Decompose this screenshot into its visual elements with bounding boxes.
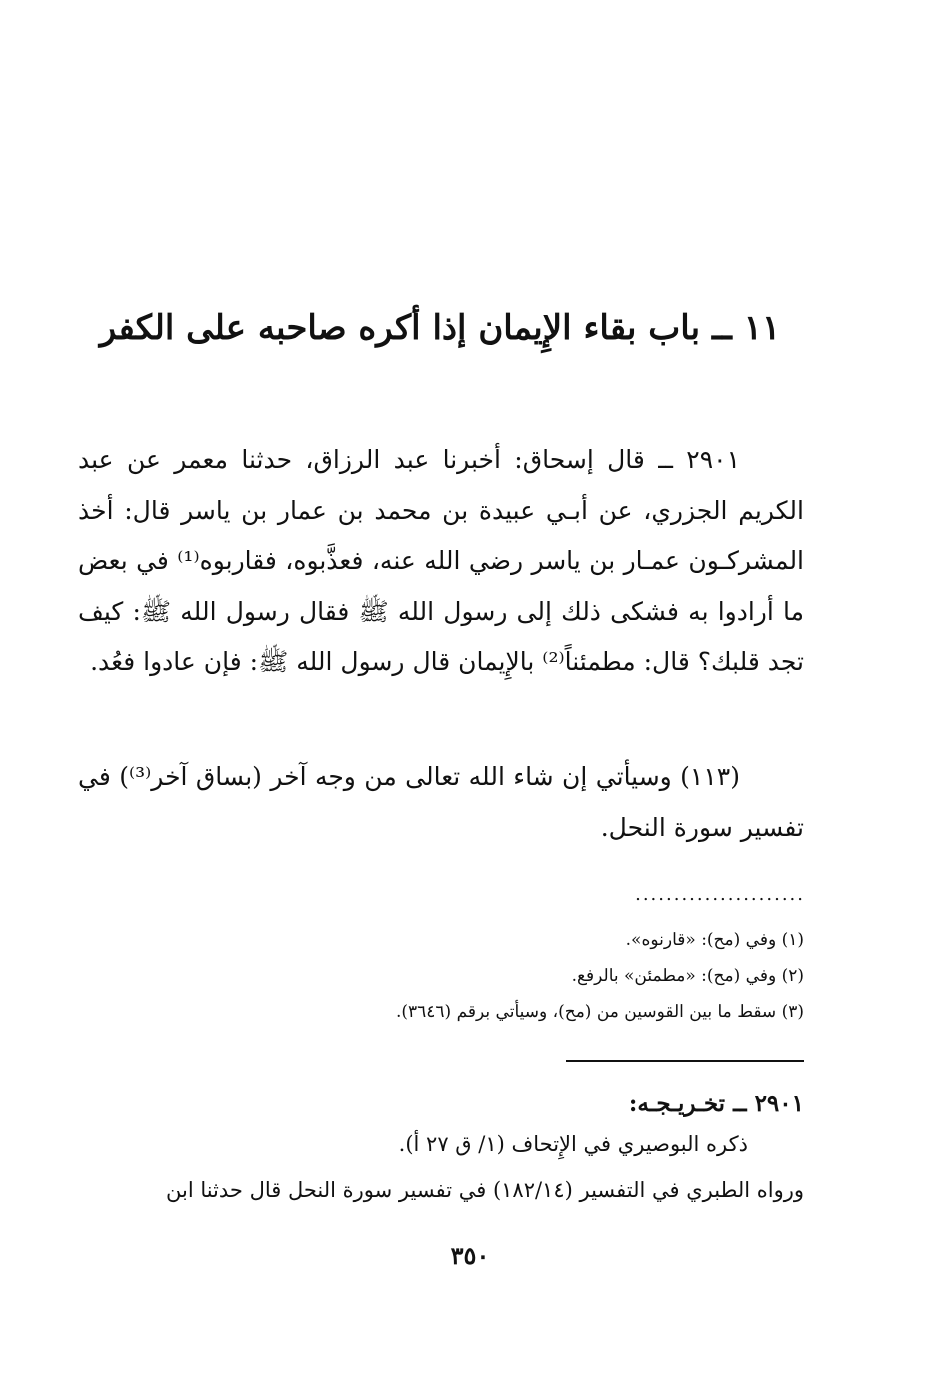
takhrij-line-1 (78, 1124, 804, 1164)
page-number: ٣٥٠ (450, 1241, 490, 1270)
footnote-3: (٣) سقط ما بين القوسين من (مح)، وسيأتي برقم (٣٦٤٦). (395, 1002, 804, 1022)
takhrij-heading: ٢٩٠١ ــ تخـريـجـه: (628, 1090, 804, 1117)
hadith-text: ٢٩٠١ ــ قال إسحاق: أخبرنا عبد الرزاق، حدثنا معمر عن عبد الكريم الجزري، عن أبـي عبيدة بن محمد بن عمار بن ياسر قال: أخذ المشركـون عمـار بن ياسر رضي الله عنه، فعذَّبوه، فقاربوه⁽¹⁾ في بعض ما أرادوا به فشكى ذلك إلى رسول الله ﷺ فقال رسول الله ﷺ: كيف تجد قلبك؟ قال: مطمئناً⁽²⁾ بالإِيمان قال رسول الله ﷺ: فإن عادوا فعُد. (78, 445, 805, 676)
takhrij-line-2: ورواه الطبري في التفسير (١٨٢/١٤) في تفسير سورة النحل قال حدثنا ابن (165, 1178, 804, 1202)
chapter-title: ١١ ــ باب بقاء الإِيمان إذا أكره صاحبه على الكفر (99, 308, 781, 348)
footnote-1: (١) وفي (مح): «قارنوه». (625, 930, 804, 950)
cross-reference-text: (١١٣) وسيأتي إن شاء الله تعالى من وجه آخر (بساق آخر⁽³⁾) في تفسير سورة النحل. (78, 762, 804, 842)
footnote-2: (٢) وفي (مح): «مطمئن» بالرفع. (571, 966, 804, 986)
footnote-separator: ...................... (635, 884, 805, 905)
cross-reference-paragraph (78, 752, 804, 853)
takhrij-line-1-text: ذكره البوصيري في الإِتحاف (١/ ق ٢٧ أ). (398, 1132, 748, 1156)
takhrij-divider (566, 1060, 804, 1062)
hadith-paragraph (78, 435, 804, 688)
